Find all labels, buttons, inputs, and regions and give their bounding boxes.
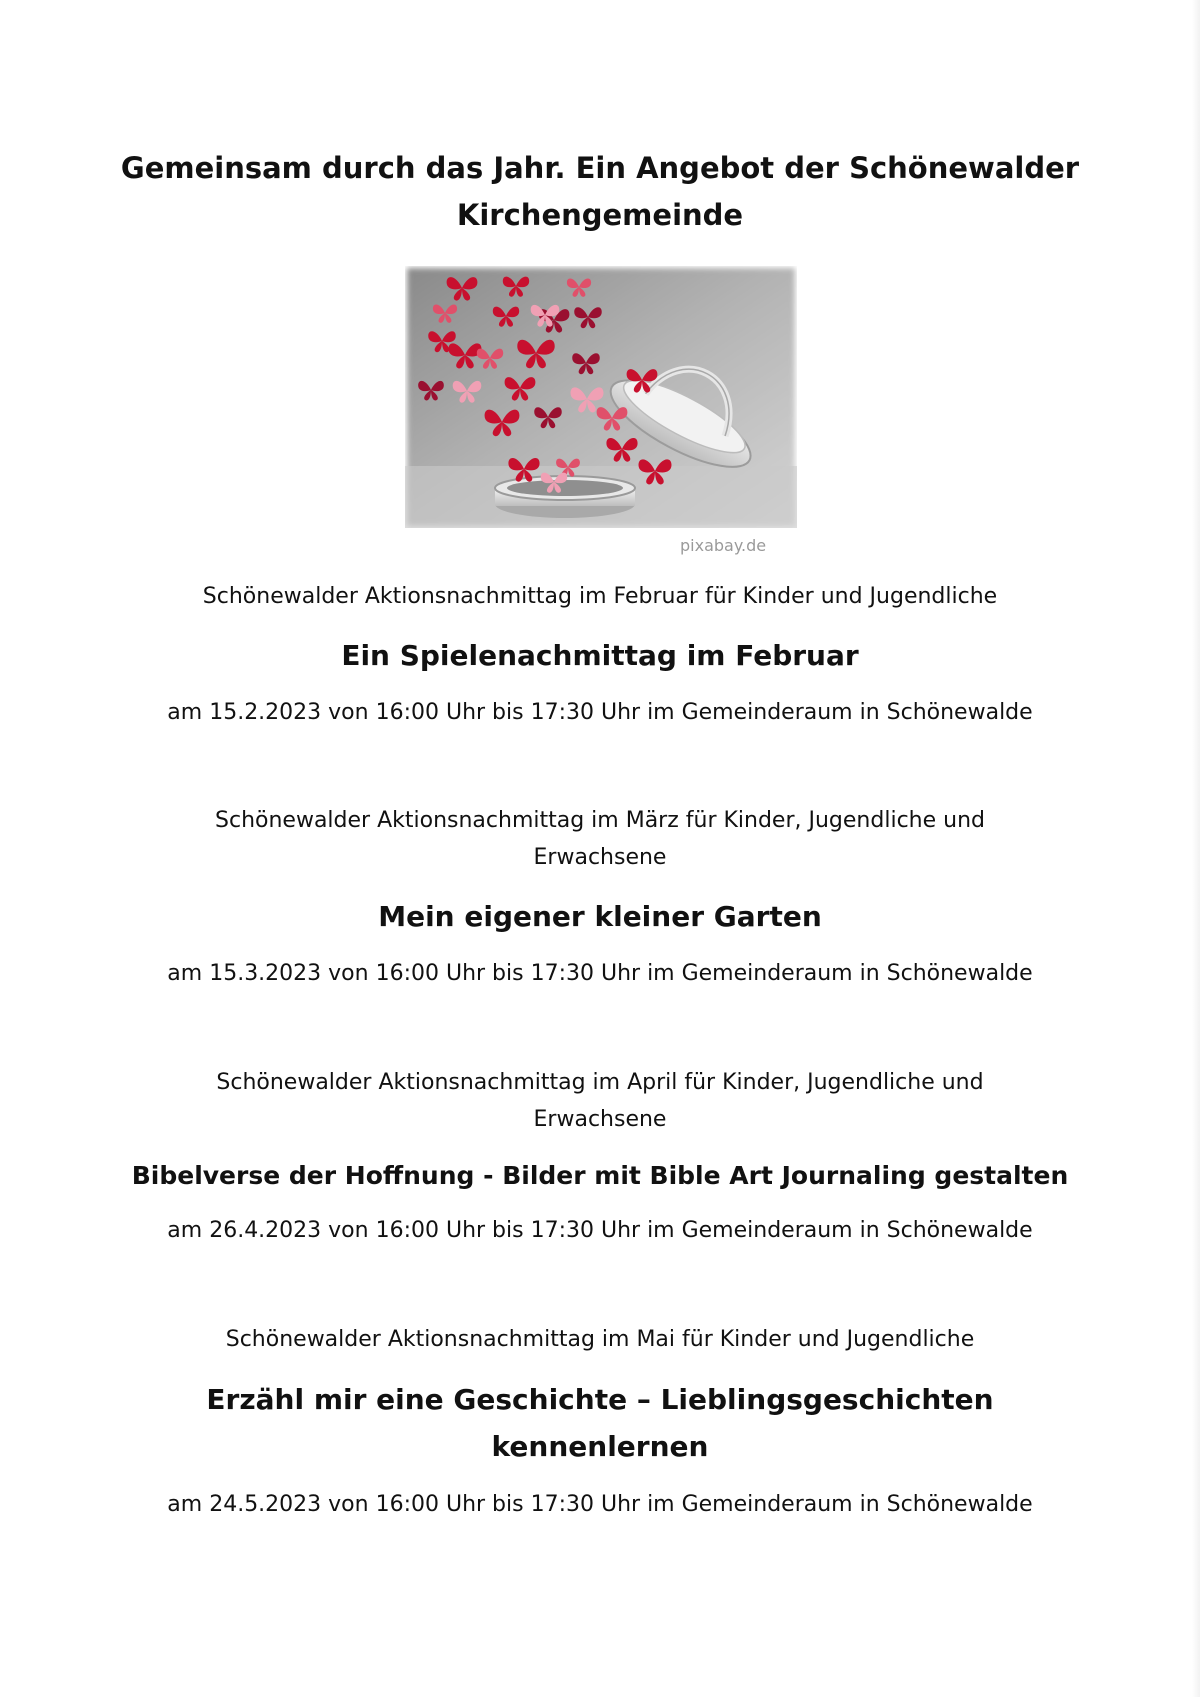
event-intro [0, 802, 1200, 876]
event-intro [0, 1321, 1200, 1358]
event-intro-line: Schönewalder Aktionsnachmittag im April für Kinder, Jugendliche und [216, 1070, 984, 1095]
image-credit: pixabay.de [680, 536, 767, 555]
event-title-line: Bibelverse der Hoffnung - Bilder mit Bible Art Journaling gestalten [131, 1161, 1069, 1190]
event-date: am 26.4.2023 von 16:00 Uhr bis 17:30 Uhr im Gemeinderaum in Schönewalde [167, 1218, 1033, 1243]
event-title-line: Ein Spielenachmittag im Februar [341, 639, 859, 672]
event-intro-line: Schönewalder Aktionsnachmittag im März für Kinder, Jugendliche und [215, 808, 985, 833]
event-title [0, 893, 1200, 940]
event-intro-line: Schönewalder Aktionsnachmittag im Februar für Kinder und Jugendliche [202, 584, 998, 609]
event-title [0, 1376, 1200, 1470]
event-intro [0, 578, 1200, 615]
event-date: am 24.5.2023 von 16:00 Uhr bis 17:30 Uhr im Gemeinderaum in Schönewalde [167, 1492, 1033, 1517]
butterflies-photo [405, 266, 797, 528]
scan-edge [1192, 0, 1200, 1697]
event-title-line: Erzähl mir eine Geschichte – Lieblingsgeschichten [206, 1383, 994, 1416]
event-intro [0, 1064, 1200, 1138]
page-title-line: Kirchengemeinde [456, 198, 744, 232]
event-title [0, 1152, 1200, 1199]
page-title [0, 145, 1200, 239]
event-title [0, 632, 1200, 679]
page-title-line: Gemeinsam durch das Jahr. Ein Angebot der Schönewalder [120, 151, 1080, 185]
event-date: am 15.3.2023 von 16:00 Uhr bis 17:30 Uhr im Gemeinderaum in Schönewalde [167, 961, 1033, 986]
butterflies-tin-icon [405, 266, 797, 528]
event-title-line: Mein eigener kleiner Garten [378, 900, 822, 933]
event-intro-line: Erwachsene [533, 845, 667, 870]
event-title-line: kennenlernen [491, 1430, 709, 1463]
event-date: am 15.2.2023 von 16:00 Uhr bis 17:30 Uhr im Gemeinderaum in Schönewalde [167, 700, 1033, 725]
event-intro-line: Schönewalder Aktionsnachmittag im Mai für Kinder und Jugendliche [225, 1327, 975, 1352]
event-intro-line: Erwachsene [533, 1107, 667, 1132]
